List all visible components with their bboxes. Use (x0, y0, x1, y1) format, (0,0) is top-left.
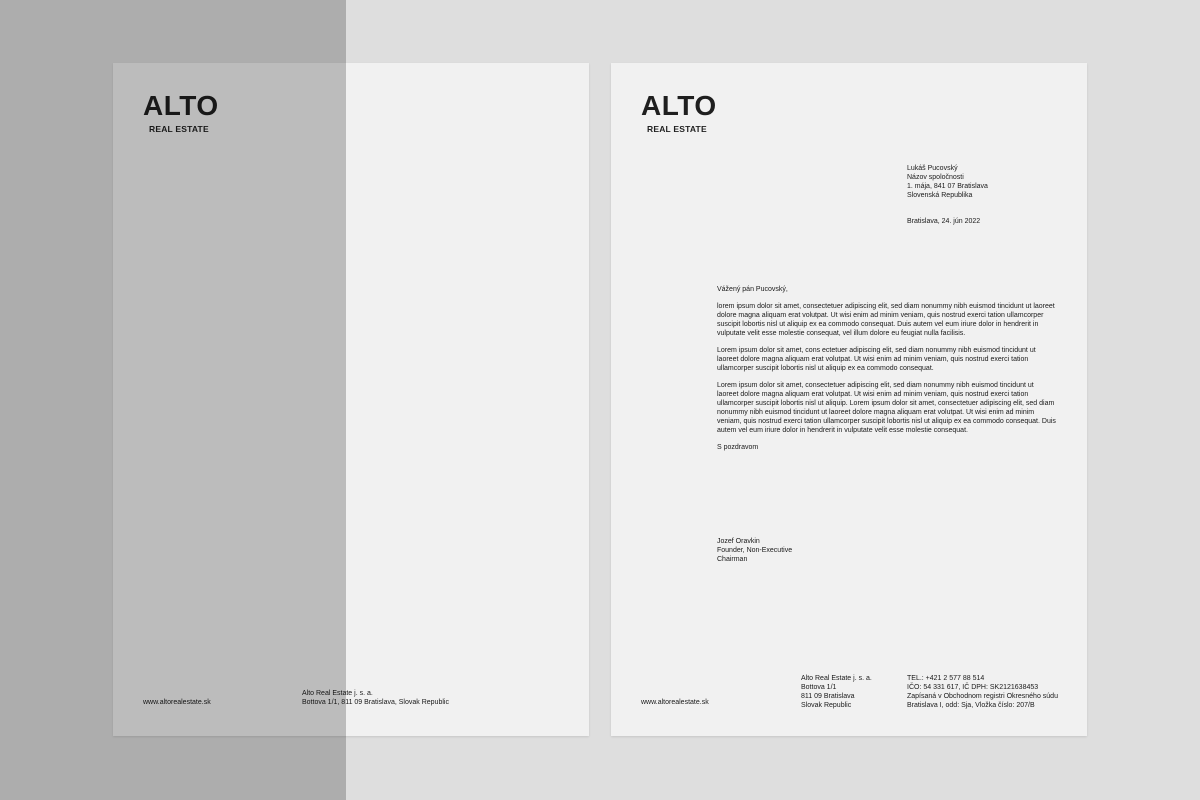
footer-ids: IČO: 54 331 617, IČ DPH: SK2121638453 (907, 684, 1039, 691)
footer-phone: TEL.: +421 2 577 88 514 (907, 675, 985, 682)
brand-logo (641, 92, 721, 134)
body-paragraph: Lorem ipsum dolor sit amet, consectetuer adipiscing elit, sed diam nonummy nibh euismod tincidunt ut laoreet dolore magna aliquam erat volutpat. Ut wisi enim ad minim veniam, quis nostrud exerci tation ullamcorper suscipit lobortis nisl ut aliquip. Lorem ipsum dolor sit amet, consectetuer adipiscing elit, sed diam nonummy nibh euismod tincidunt ut laoreet dolore magna aliquam erat volutpat. Ut wisi enim ad minim veniam, quis nostrud exerci tation ullamcorper suscipit lobortis nisl ut aliquip ex ea commodo consequat. Duis autem vel eum iriure dolor in hendrerit in vulputate velit esse molestie consequat. (717, 382, 1056, 434)
company-address (302, 689, 449, 707)
footer-company-name: Alto Real Estate j. s. a. (801, 675, 872, 682)
signer-name: Jozef Oravkin (717, 538, 760, 545)
logo-wordmark: ALTO (641, 90, 717, 121)
letterhead-sheet-blank (113, 63, 589, 736)
website-text: www.altorealestate.sk (641, 699, 709, 706)
logo-tagline: REAL ESTATE (647, 124, 707, 134)
footer-registry: Zapísaná v Obchodnom registri Okresného súdu (907, 693, 1058, 700)
recipient-street: 1. mája, 841 07 Bratislava (907, 183, 988, 190)
closing: S pozdravom (717, 444, 759, 451)
signature-block (717, 537, 792, 564)
footer-company-city: 811 09 Bratislava (801, 693, 855, 700)
signer-title-cont: Chairman (717, 556, 748, 563)
letter-date: Bratislava, 24. jún 2022 (907, 218, 981, 225)
letter-sheet (611, 63, 1087, 736)
logo-tagline: REAL ESTATE (149, 124, 209, 134)
letter-body (717, 285, 1057, 460)
brand-logo (143, 92, 223, 134)
footer-company (801, 674, 872, 710)
company-name: Alto Real Estate j. s. a. (302, 690, 373, 697)
recipient-address (907, 164, 988, 200)
logo-wordmark: ALTO (143, 90, 219, 121)
body-paragraph: Lorem ipsum dolor sit amet, cons ectetuer adipiscing elit, sed diam nonummy nibh euismod tincidunt ut laoreet dolore magna aliquam erat volutpat. Ut wisi enim ad minim veniam, quis nostrud exerci tation ullamcorper suscipit lobortis nisl ut aliquip ex ea commodo consequat. (717, 347, 1036, 372)
footer-company-street: Bottova 1/1 (801, 684, 837, 691)
footer-registry-cont: Bratislava I, odd: Sja, Vložka číslo: 207/B (907, 702, 1035, 709)
website-text: www.altorealestate.sk (143, 699, 211, 706)
company-street: Bottova 1/1, 811 09 Bratislava, Slovak Republic (302, 699, 449, 706)
footer-contact (907, 674, 1058, 710)
body-paragraph: lorem ipsum dolor sit amet, consectetuer adipiscing elit, sed diam nonummy nibh euismod tincidunt ut laoreet dolore magna aliquam erat volutpat. Ut wisi enim ad minim veniam, quis nostrud exerci tation ullamcorper suscipit lobortis nisl ut aliquip ex ea commodo consequat. Duis autem vel eum iriure dolor in hendrerit in vulputate velit esse molestie consequat, vel illum dolore eu feugiat nulla facilisis. (717, 303, 1055, 337)
salutation: Vážený pán Pucovský, (717, 286, 788, 293)
signer-title: Founder, Non-Executive (717, 547, 793, 554)
recipient-name: Lukáš Pucovský (907, 165, 958, 172)
footer-company-country: Slovak Republic (801, 702, 852, 709)
recipient-country: Slovenská Republika (907, 192, 973, 199)
recipient-company: Názov spoločnosti (907, 174, 964, 181)
